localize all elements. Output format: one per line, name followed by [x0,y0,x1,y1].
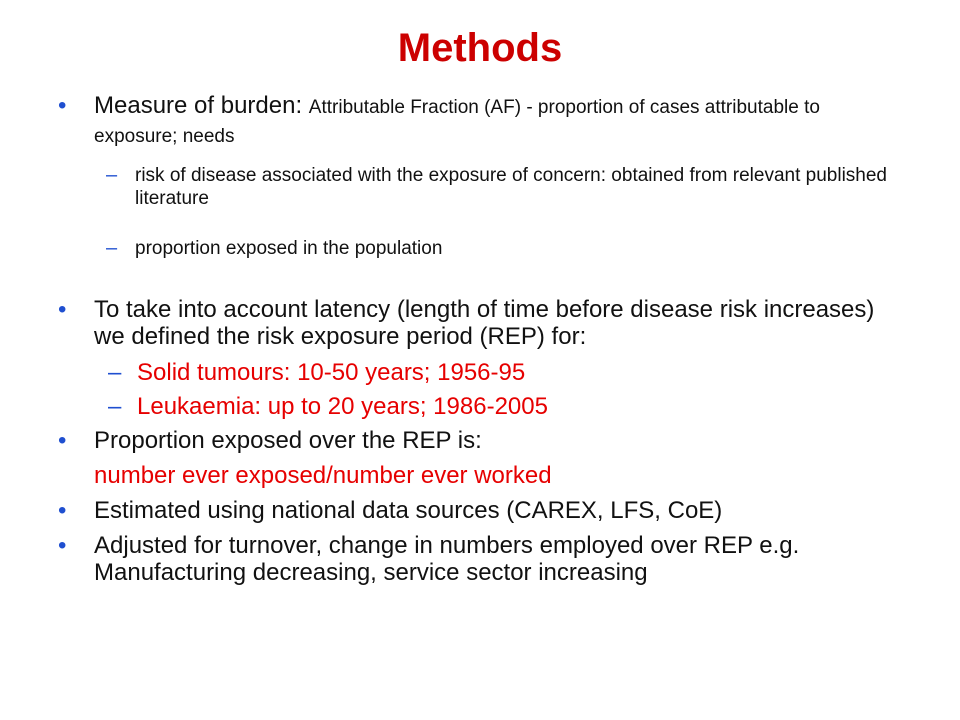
bullet-text: Estimated using national data sources (CAREX, LFS, CoE) [94,497,723,524]
bullet-latency [58,296,908,350]
formula-line: number ever exposed/number ever worked [94,462,552,489]
sub-bullet-text: risk of disease associated with the exposure of concern: obtained from relevant published literature [135,165,887,209]
bullet-detail-text: Attributable Fraction (AF) - proportion of cases attributable to exposure; needs [94,97,820,147]
sub-bullet-proportion-exposed [106,237,906,260]
dash-icon: – [108,359,122,386]
sub-bullet-text: Solid tumours: 10-50 years; 1956-95 [137,359,526,386]
dash-icon: – [106,164,118,186]
slide-title: Methods [397,26,563,70]
bullet-text: Proportion exposed over the REP is: [94,427,482,454]
bullet-text: To take into account latency (length of time before disease risk increases) we defined the risk exposure period (REP) for: [94,296,875,350]
bullet-proportion-over-rep [58,427,908,454]
sub-bullet-risk-of-disease [106,164,906,210]
sub-bullet-leukaemia [106,393,906,421]
bullet-measure-of-burden [58,92,908,150]
sub-bullet-solid-tumours [106,359,906,387]
bullet-dot-icon: • [58,532,67,559]
bullet-adjusted-turnover [58,532,908,586]
bullet-lead-text: Measure of burden: [94,92,309,119]
bullet-dot-icon: • [58,92,67,119]
dash-icon: – [108,393,122,420]
bullet-dot-icon: • [58,427,67,454]
sub-bullet-text: Leukaemia: up to 20 years; 1986-2005 [137,393,548,420]
dash-icon: – [106,237,118,259]
bullet-text: Adjusted for turnover, change in numbers employed over REP e.g. Manufacturing decreasing, service sector increasing [94,532,800,586]
bullet-dot-icon: • [58,296,67,323]
sub-bullet-text: proportion exposed in the population [135,238,443,259]
bullet-dot-icon: • [58,497,67,524]
bullet-data-sources [58,497,908,524]
